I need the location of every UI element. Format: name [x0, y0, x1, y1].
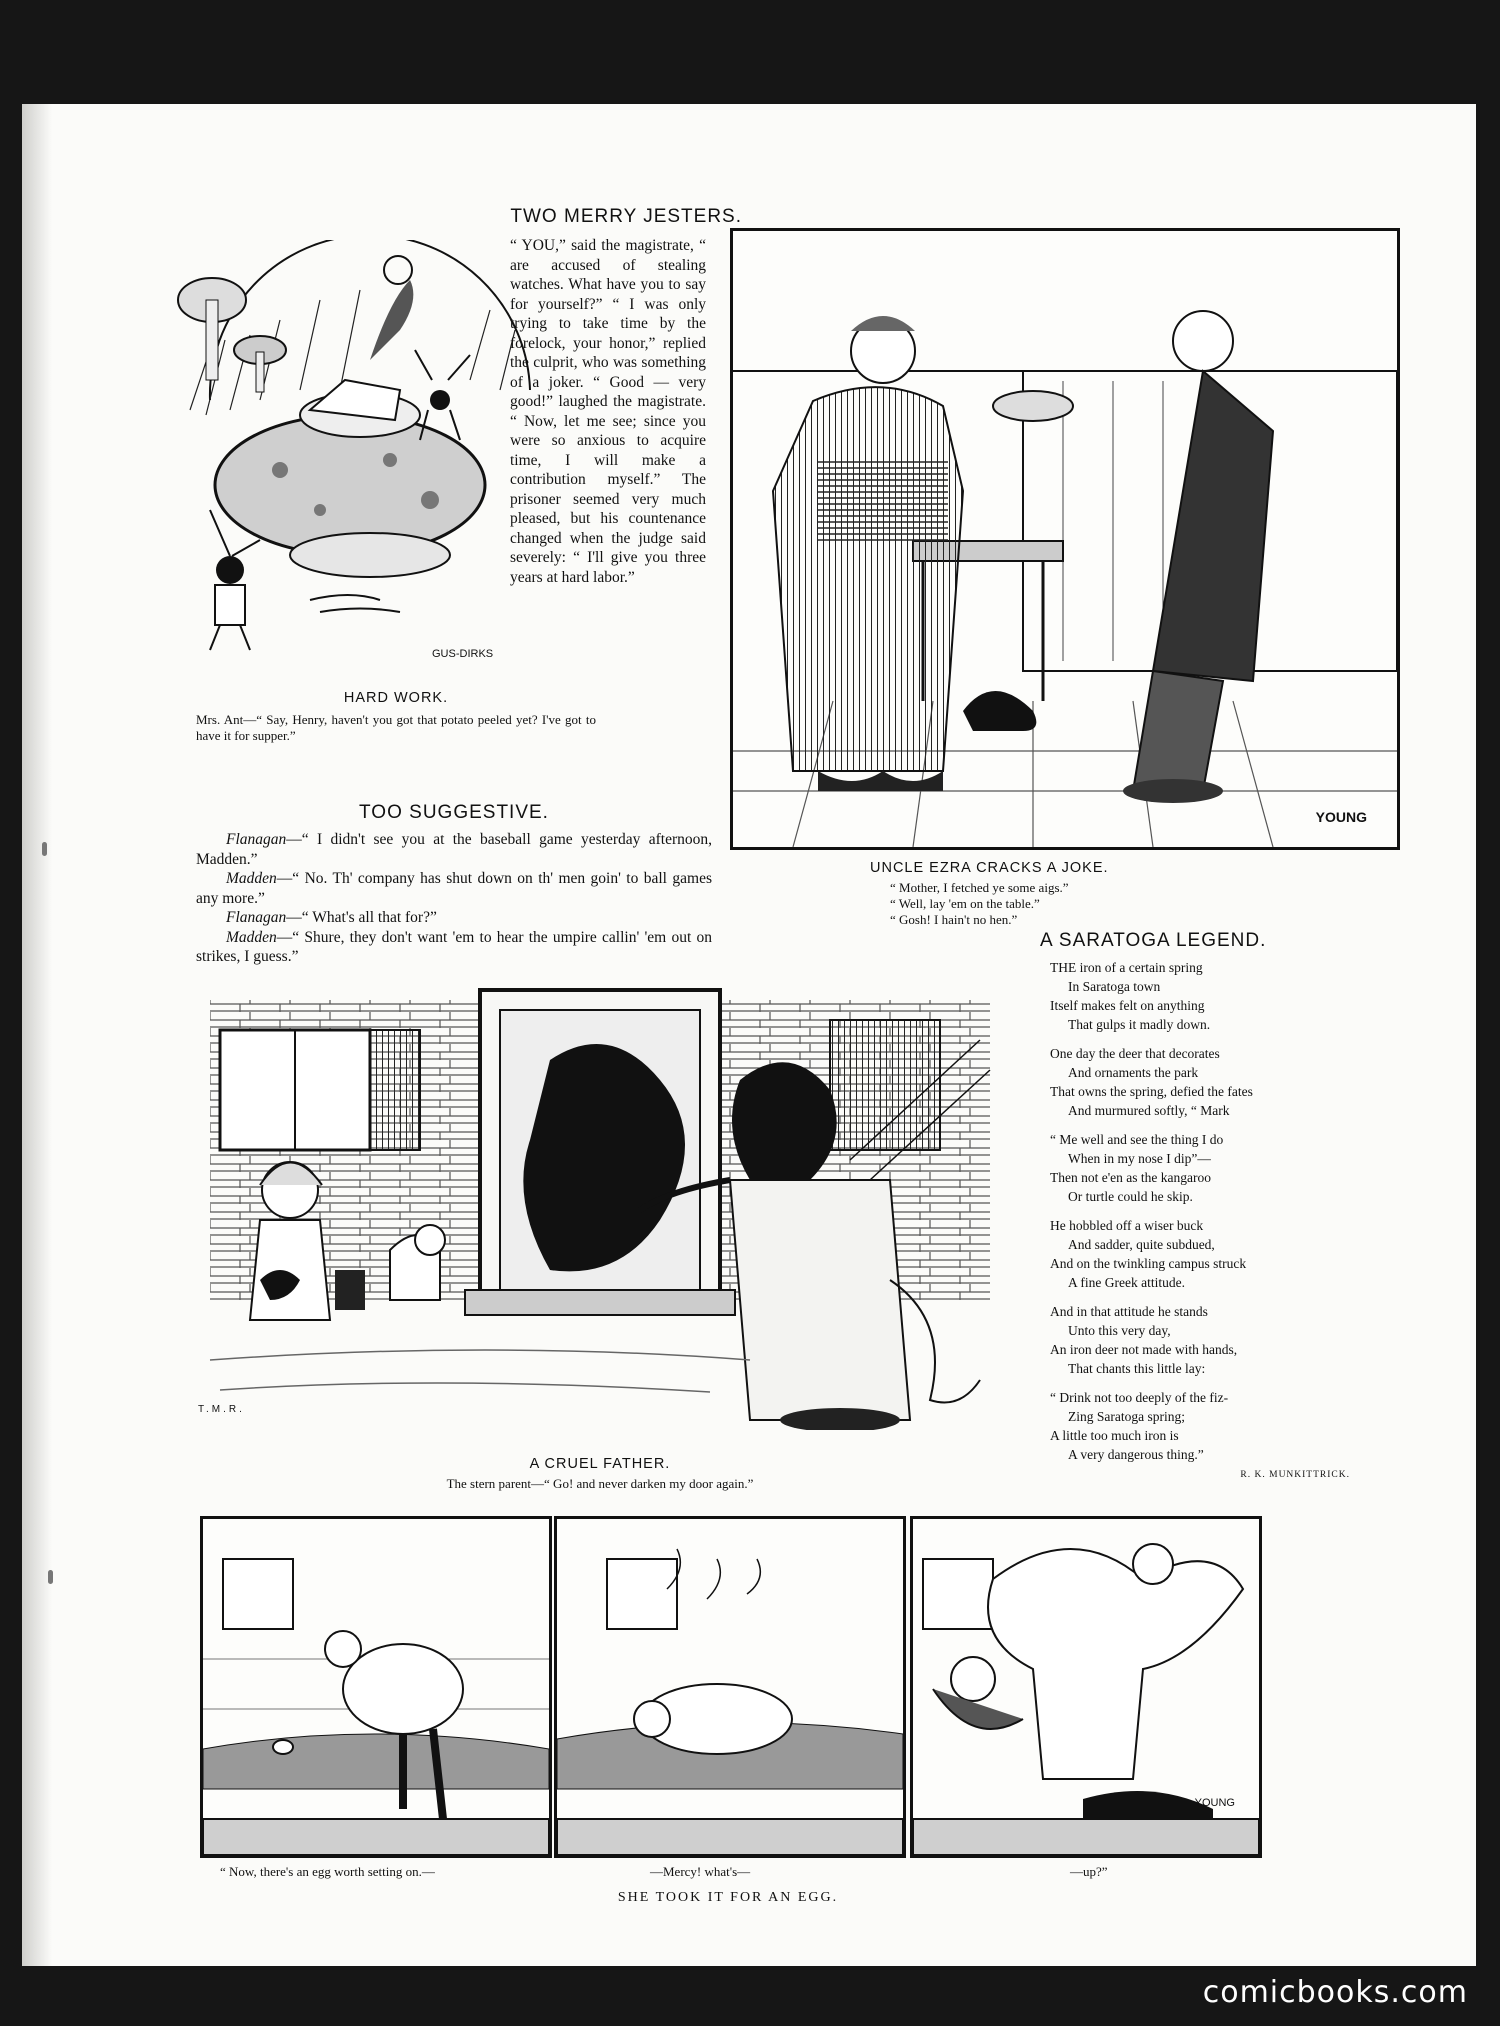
- too-suggestive-title: TOO SUGGESTIVE.: [359, 802, 549, 823]
- poem-stanza: [1050, 1302, 1350, 1378]
- poem-line: Then not e'en as the kangaroo: [1050, 1170, 1211, 1185]
- poem-line: When in my nose I dip”—: [1068, 1151, 1211, 1166]
- poem-author: R. K. MUNKITTRICK.: [1240, 1470, 1350, 1480]
- hard-work-caption: Mrs. Ant—“ Say, Henry, haven't you got that potato peeled yet? I've got to have it for supper.”: [196, 712, 596, 743]
- poem-line: Itself makes felt on anything: [1050, 998, 1205, 1013]
- speaker-name: Flanagan: [226, 831, 287, 848]
- poem-line: “ Me well and see the thing I do: [1050, 1132, 1224, 1147]
- poem-line: And sadder, quite subdued,: [1068, 1237, 1215, 1252]
- poem-line: That chants this little lay:: [1068, 1361, 1206, 1376]
- egg-strip-panel-1: [200, 1516, 552, 1858]
- speaker-name: Madden: [226, 928, 277, 946]
- egg-strip-caption-3: —up?”: [1070, 1864, 1108, 1879]
- cruel-father-illustration: [190, 980, 1010, 1430]
- poem-line: THE iron of a certain spring: [1050, 960, 1203, 975]
- egg-strip-panel-2: [554, 1516, 906, 1858]
- cruel-father-title: A CRUEL FATHER.: [529, 1456, 671, 1472]
- binding-mark: [48, 1570, 53, 1584]
- poem-line: One day the deer that decorates: [1050, 1046, 1220, 1061]
- saratoga-legend-poem: [1050, 958, 1350, 1485]
- uncle-ezra-signature: YOUNG: [1315, 809, 1367, 825]
- uncle-ezra-panel: [730, 228, 1400, 850]
- uncle-ezra-line: “ Well, lay 'em on the table.”: [890, 896, 1040, 911]
- cruel-father-caption: The stern parent—“ Go! and never darken my door again.”: [446, 1476, 754, 1491]
- dialogue-line: [196, 869, 712, 908]
- page-spine-shadow: [22, 104, 52, 1966]
- dialogue-text: —“ Shure, they don't want 'em to hear the umpire callin' 'em out on strikes, I guess.”: [196, 928, 712, 965]
- uncle-ezra-line: “ Gosh! I hain't no hen.”: [890, 912, 1018, 927]
- uncle-ezra-line: “ Mother, I fetched ye some aigs.”: [890, 880, 1069, 895]
- poem-line: And on the twinkling campus struck: [1050, 1256, 1247, 1271]
- poem-line: An iron deer not made with hands,: [1050, 1342, 1238, 1357]
- dialogue-line: [196, 928, 712, 967]
- egg-strip-panel-3: [910, 1516, 1262, 1858]
- egg-strip-caption-1: “ Now, there's an egg worth setting on.—: [220, 1864, 435, 1879]
- poem-line: And in that attitude he stands: [1050, 1304, 1208, 1319]
- speaker-name: Madden: [226, 870, 277, 887]
- dialogue-line: [196, 830, 712, 869]
- egg-strip-caption-2: —Mercy! what's—: [650, 1864, 751, 1879]
- dialogue-text: —“ What's all that for?”: [286, 909, 437, 926]
- hard-work-signature: GUS-DIRKS: [432, 648, 494, 660]
- poem-line: That owns the spring, defied the fates: [1050, 1084, 1253, 1099]
- poem-line: That gulps it madly down.: [1068, 1017, 1211, 1032]
- poem-line: A fine Greek attitude.: [1068, 1275, 1185, 1290]
- dialogue-line: [196, 908, 712, 928]
- speaker-name: Flanagan: [226, 909, 287, 926]
- two-merry-jesters-text: “ YOU,” said the magistrate, “ are accused of stealing watches. What have you to say for yourself?” “ I was only trying to take time by the forelock, your honor,” replied the culprit, who was something of a joker. “ Good — very good!” laughed the magistrate. “ Now, let me see; since you were so anxious to acquire time, I will make a contribution myself.” The prisoner seemed very much pleased, but his countenance changed when the judge said severely: “ I'll give you three years at hard labor.”: [510, 237, 706, 586]
- too-suggestive-text: [196, 830, 712, 967]
- poem-line: He hobbled off a wiser buck: [1050, 1218, 1204, 1233]
- poem-line: In Saratoga town: [1068, 979, 1161, 994]
- saratoga-legend-title: A SARATOGA LEGEND.: [1040, 930, 1267, 951]
- binding-mark: [42, 842, 47, 856]
- poem-line: A little too much iron is: [1050, 1428, 1179, 1443]
- two-merry-jesters-title: TWO MERRY JESTERS.: [510, 206, 742, 227]
- poem-line: Unto this very day,: [1068, 1323, 1171, 1338]
- watermark-text: comicbooks.com: [1202, 1975, 1468, 2010]
- poem-line: Or turtle could he skip.: [1068, 1189, 1193, 1204]
- uncle-ezra-title: UNCLE EZRA CRACKS A JOKE.: [870, 860, 1109, 876]
- poem-line: Zing Saratoga spring;: [1068, 1409, 1185, 1424]
- dialogue-text: —“ I didn't see you at the baseball game yesterday afternoon, Madden.”: [196, 831, 712, 868]
- poem-stanza: [1050, 958, 1350, 1034]
- hard-work-title: HARD WORK.: [343, 690, 449, 706]
- dialogue-text: —“ No. Th' company has shut down on th' men goin' to ball games any more.”: [196, 870, 712, 907]
- poem-stanza: [1050, 1044, 1350, 1120]
- poem-line: And murmured softly, “ Mark: [1068, 1103, 1230, 1118]
- egg-strip-signature: YOUNG: [1194, 1797, 1235, 1809]
- poem-stanza: [1050, 1388, 1350, 1464]
- uncle-ezra-dialogue: [890, 880, 1290, 928]
- cruel-father-signature: T.M.R.: [198, 1404, 245, 1415]
- egg-strip-title: SHE TOOK IT FOR AN EGG.: [617, 1890, 839, 1905]
- poem-line: A very dangerous thing.”: [1068, 1447, 1204, 1462]
- poem-stanza: [1050, 1130, 1350, 1206]
- poem-line: “ Drink not too deeply of the fiz-: [1050, 1390, 1229, 1405]
- poem-stanza: [1050, 1216, 1350, 1292]
- poem-line: And ornaments the park: [1068, 1065, 1199, 1080]
